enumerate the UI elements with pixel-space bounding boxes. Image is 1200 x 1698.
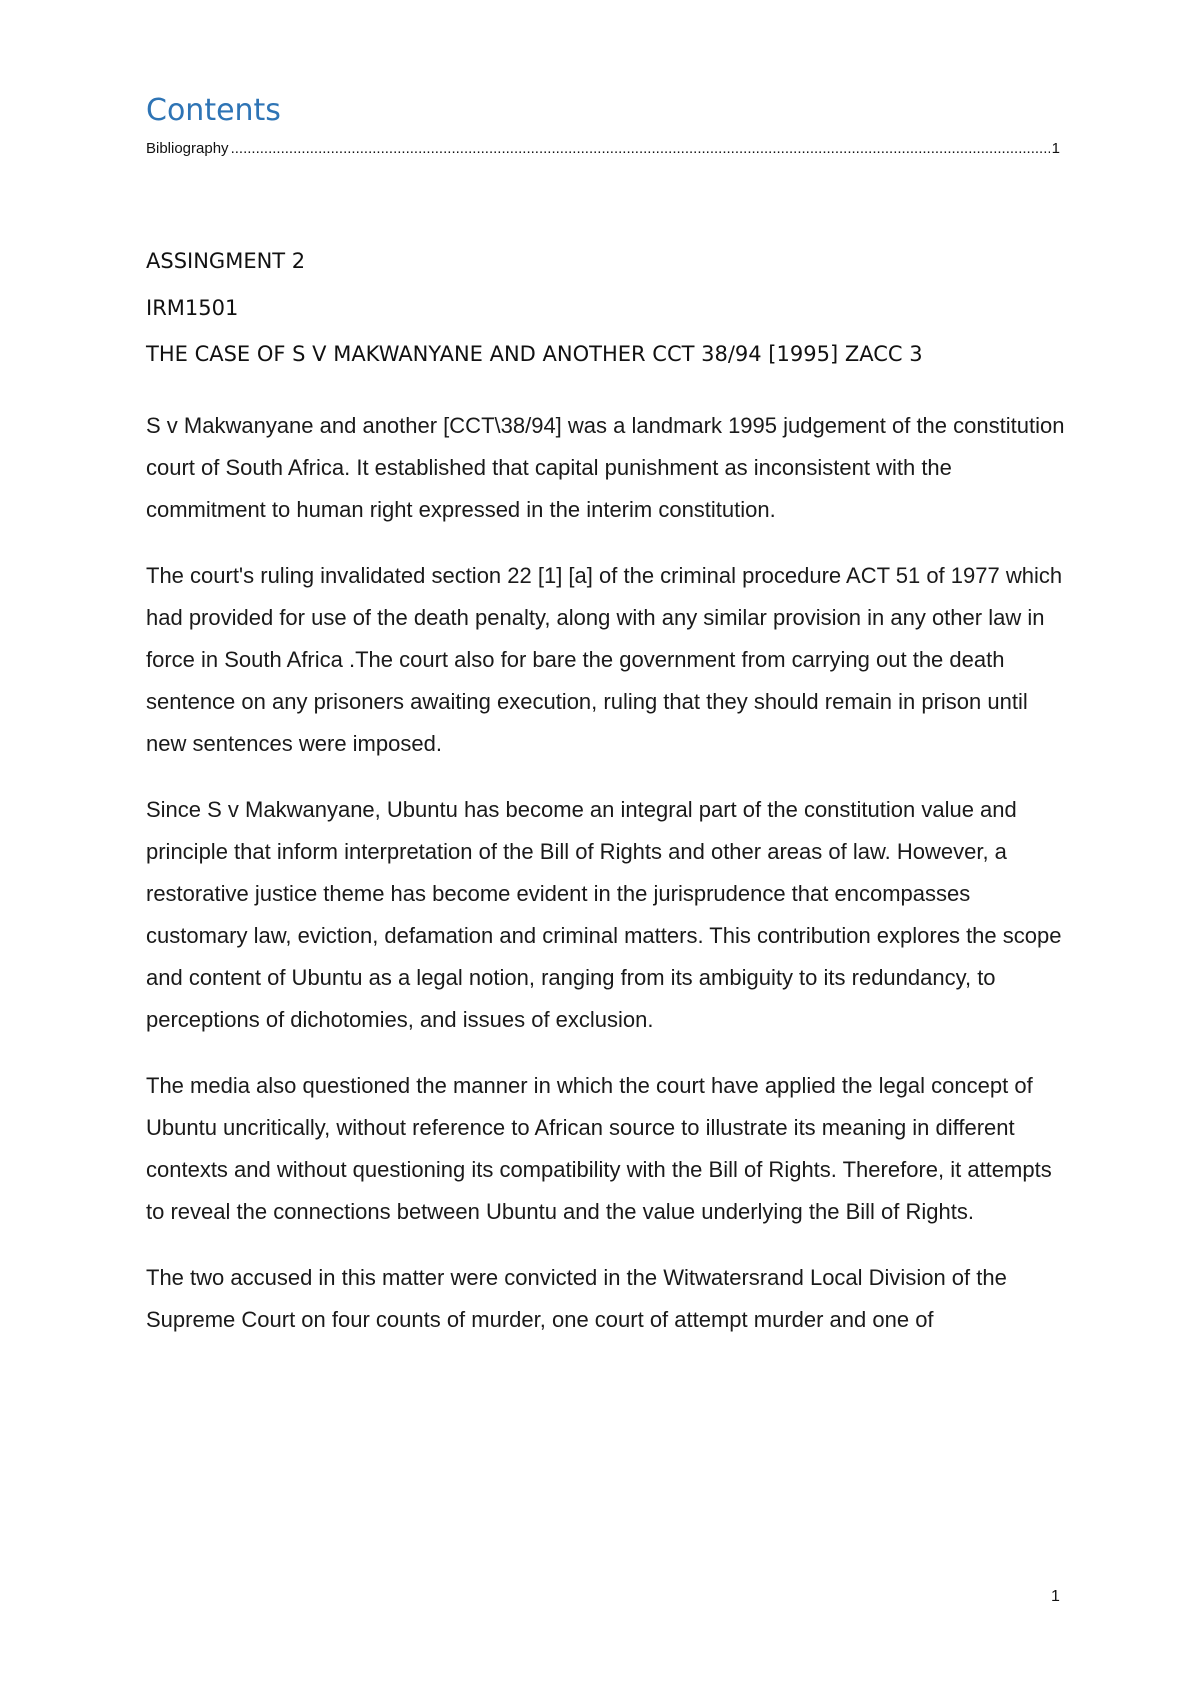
toc-entry-bibliography[interactable]: [146, 140, 1060, 157]
paragraph: S v Makwanyane and another [CCT\38/94] was a landmark 1995 judgement of the constitution court of South Africa. It established that capital punishment as inconsistent with the commitment to human right expressed in the interim constitution.: [146, 413, 1065, 522]
toc-entry-label: Bibliography: [146, 140, 229, 157]
paragraph: The two accused in this matter were convicted in the Witwatersrand Local Division of the Supreme Court on four counts of murder, one court of attempt murder and one of: [146, 1265, 1007, 1332]
module-code-heading: IRM1501: [146, 296, 239, 320]
page-number: 1: [1051, 1588, 1060, 1605]
case-title-heading: THE CASE OF S V MAKWANYANE AND ANOTHER CCT 38/94 [1995] ZACC 3: [146, 342, 923, 366]
paragraph: The media also questioned the manner in which the court have applied the legal concept of Ubuntu uncritically, without reference to African source to illustrate its meaning in different contexts and without questioning its compatibility with the Bill of Rights. Therefore, it attempts to reveal the connections between Ubuntu and the value underlying the Bill of Rights.: [146, 1073, 1052, 1224]
paragraph: The court's ruling invalidated section 22 [1] [a] of the criminal procedure ACT 51 of 1977 which had provided for use of the death penalty, along with any similar provision in any other law in force in South Africa .The court also for bare the government from carrying out the death sentence on any prisoners awaiting execution, ruling that they should remain in prison until new sentences were imposed.: [146, 563, 1063, 756]
toc-entry-page: 1: [1051, 140, 1060, 157]
body-text: [146, 405, 1066, 1365]
paragraph: Since S v Makwanyane, Ubuntu has become an integral part of the constitution value and principle that inform interpretation of the Bill of Rights and other areas of law. However, a restorative justice theme has become evident in the jurisprudence that encompasses customary law, eviction, defamation and criminal matters. This contribution explores the scope and content of Ubuntu as a legal notion, ranging from its ambiguity to its redundancy, to perceptions of dichotomies, and issues of exclusion.: [146, 797, 1062, 1032]
assignment-heading: ASSINGMENT 2: [146, 249, 306, 273]
toc-title: Contents: [146, 93, 281, 128]
toc-leader-dots: [231, 140, 1050, 157]
